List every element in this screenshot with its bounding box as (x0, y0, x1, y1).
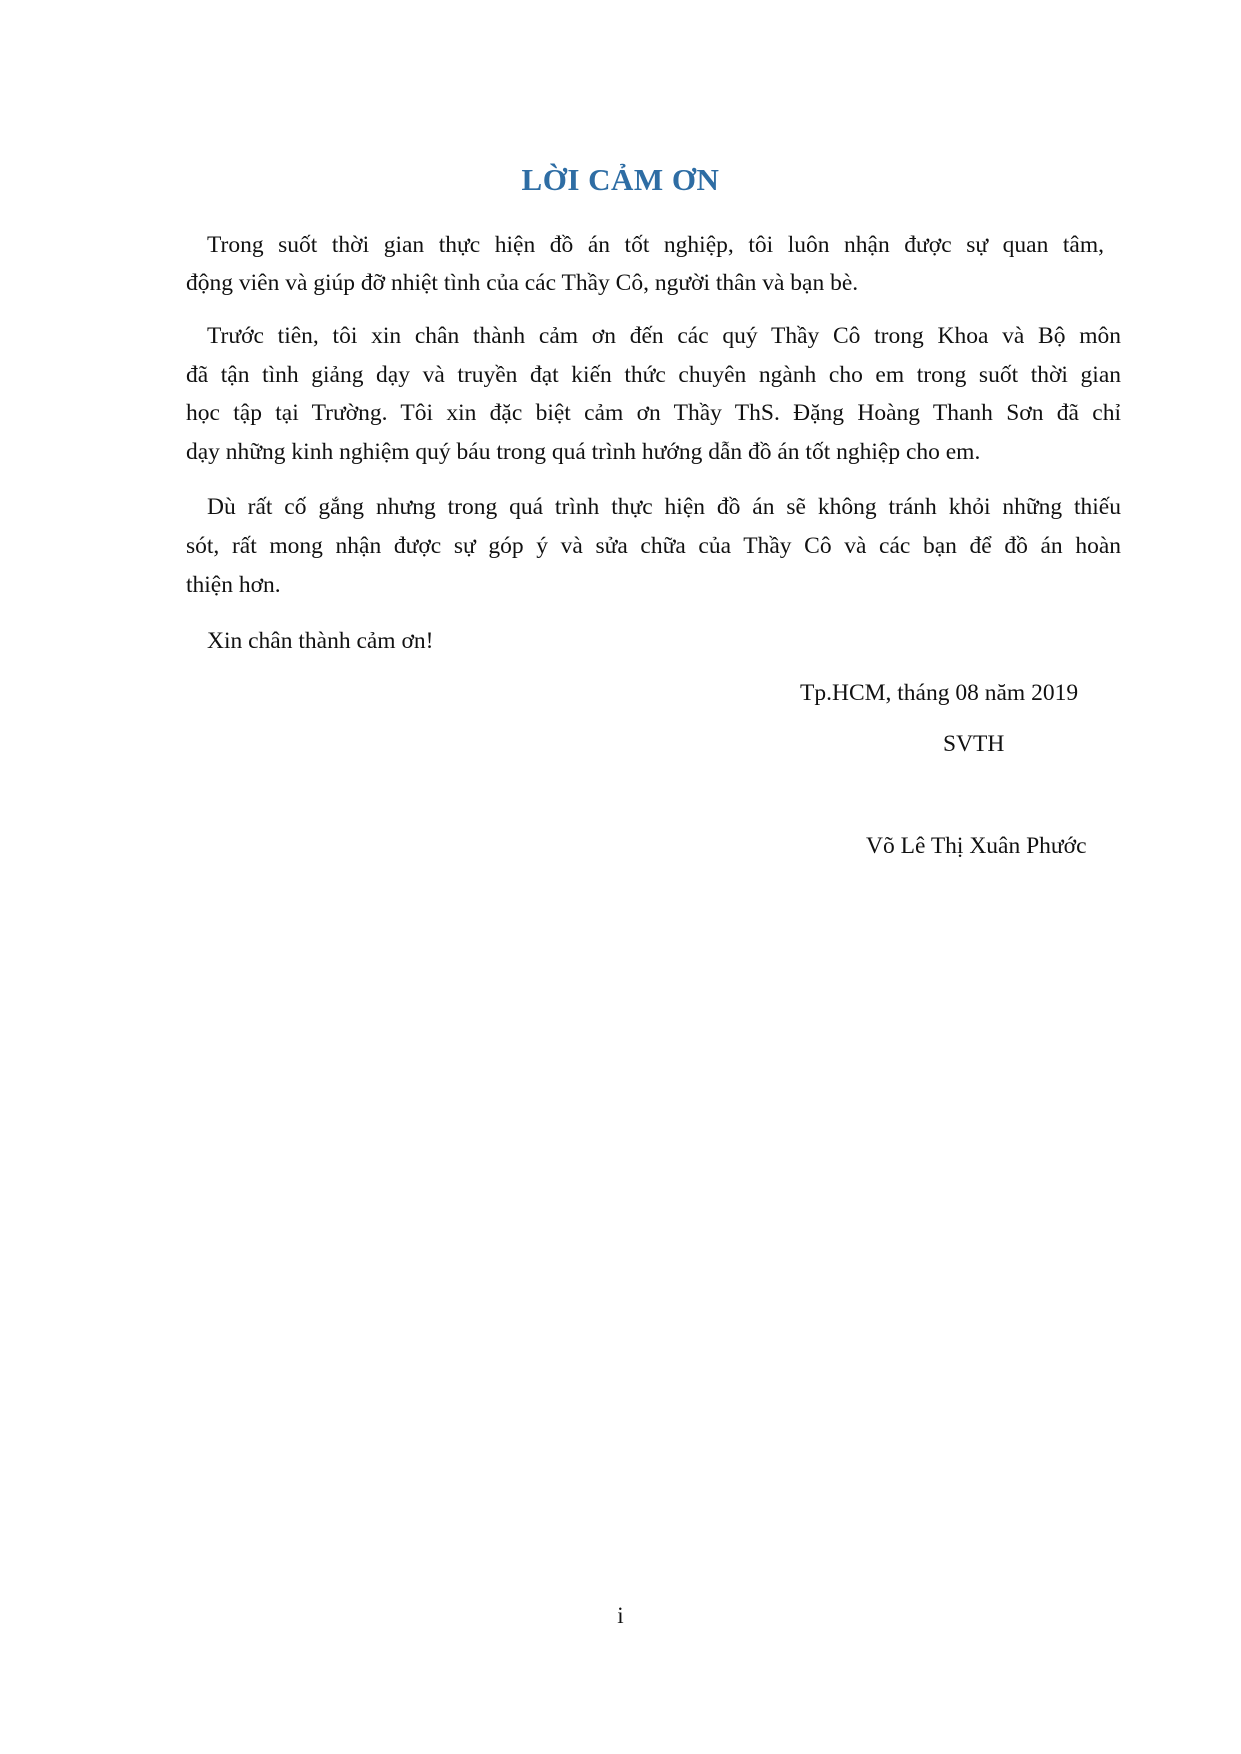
paragraph-line: động viên và giúp đỡ nhiệt tình của các Thầy Cô, người thân và bạn bè. (186, 270, 859, 296)
page-number: i (617, 1603, 624, 1628)
page-title: LỜI CẢM ƠN (521, 162, 720, 197)
paragraph-line: sót, rất mong nhận được sự góp ý và sửa chữa của Thầy Cô và các bạn để đồ án hoàn (186, 533, 1121, 559)
paragraph-line: dạy những kinh nghiệm quý báu trong quá trình hướng dẫn đồ án tốt nghiệp cho em. (186, 438, 981, 465)
paragraph-2 (186, 317, 1122, 471)
paragraph-line: Xin chân thành cảm ơn! (207, 628, 434, 654)
paragraph-4 (207, 622, 1122, 661)
paragraph-line: đã tận tình giảng dạy và truyền đạt kiến thức chuyên ngành cho em trong suốt thời gian (186, 361, 1121, 388)
paragraph-3 (186, 488, 1122, 605)
paragraph-line: Trước tiên, tôi xin chân thành cảm ơn đến các quý Thầy Cô trong Khoa và Bộ môn (207, 323, 1121, 349)
signature-name: Võ Lê Thị Xuân Phước (866, 833, 1087, 859)
signature-role: SVTH (943, 731, 1005, 757)
paragraph-line: thiện hơn. (186, 572, 281, 598)
paragraph-line: Dù rất cố gắng nhưng trong quá trình thực hiện đồ án sẽ không tránh khỏi những thiếu (207, 494, 1121, 520)
paragraph-1 (186, 226, 1122, 302)
paragraph-line: học tập tại Trường. Tôi xin đặc biệt cảm ơn Thầy ThS. Đặng Hoàng Thanh Sơn đã chỉ (186, 400, 1121, 426)
signature-place-date: Tp.HCM, tháng 08 năm 2019 (800, 680, 1079, 706)
paragraph-line: Trong suốt thời gian thực hiện đồ án tốt nghiệp, tôi luôn nhận được sự quan tâm, (207, 232, 1104, 258)
